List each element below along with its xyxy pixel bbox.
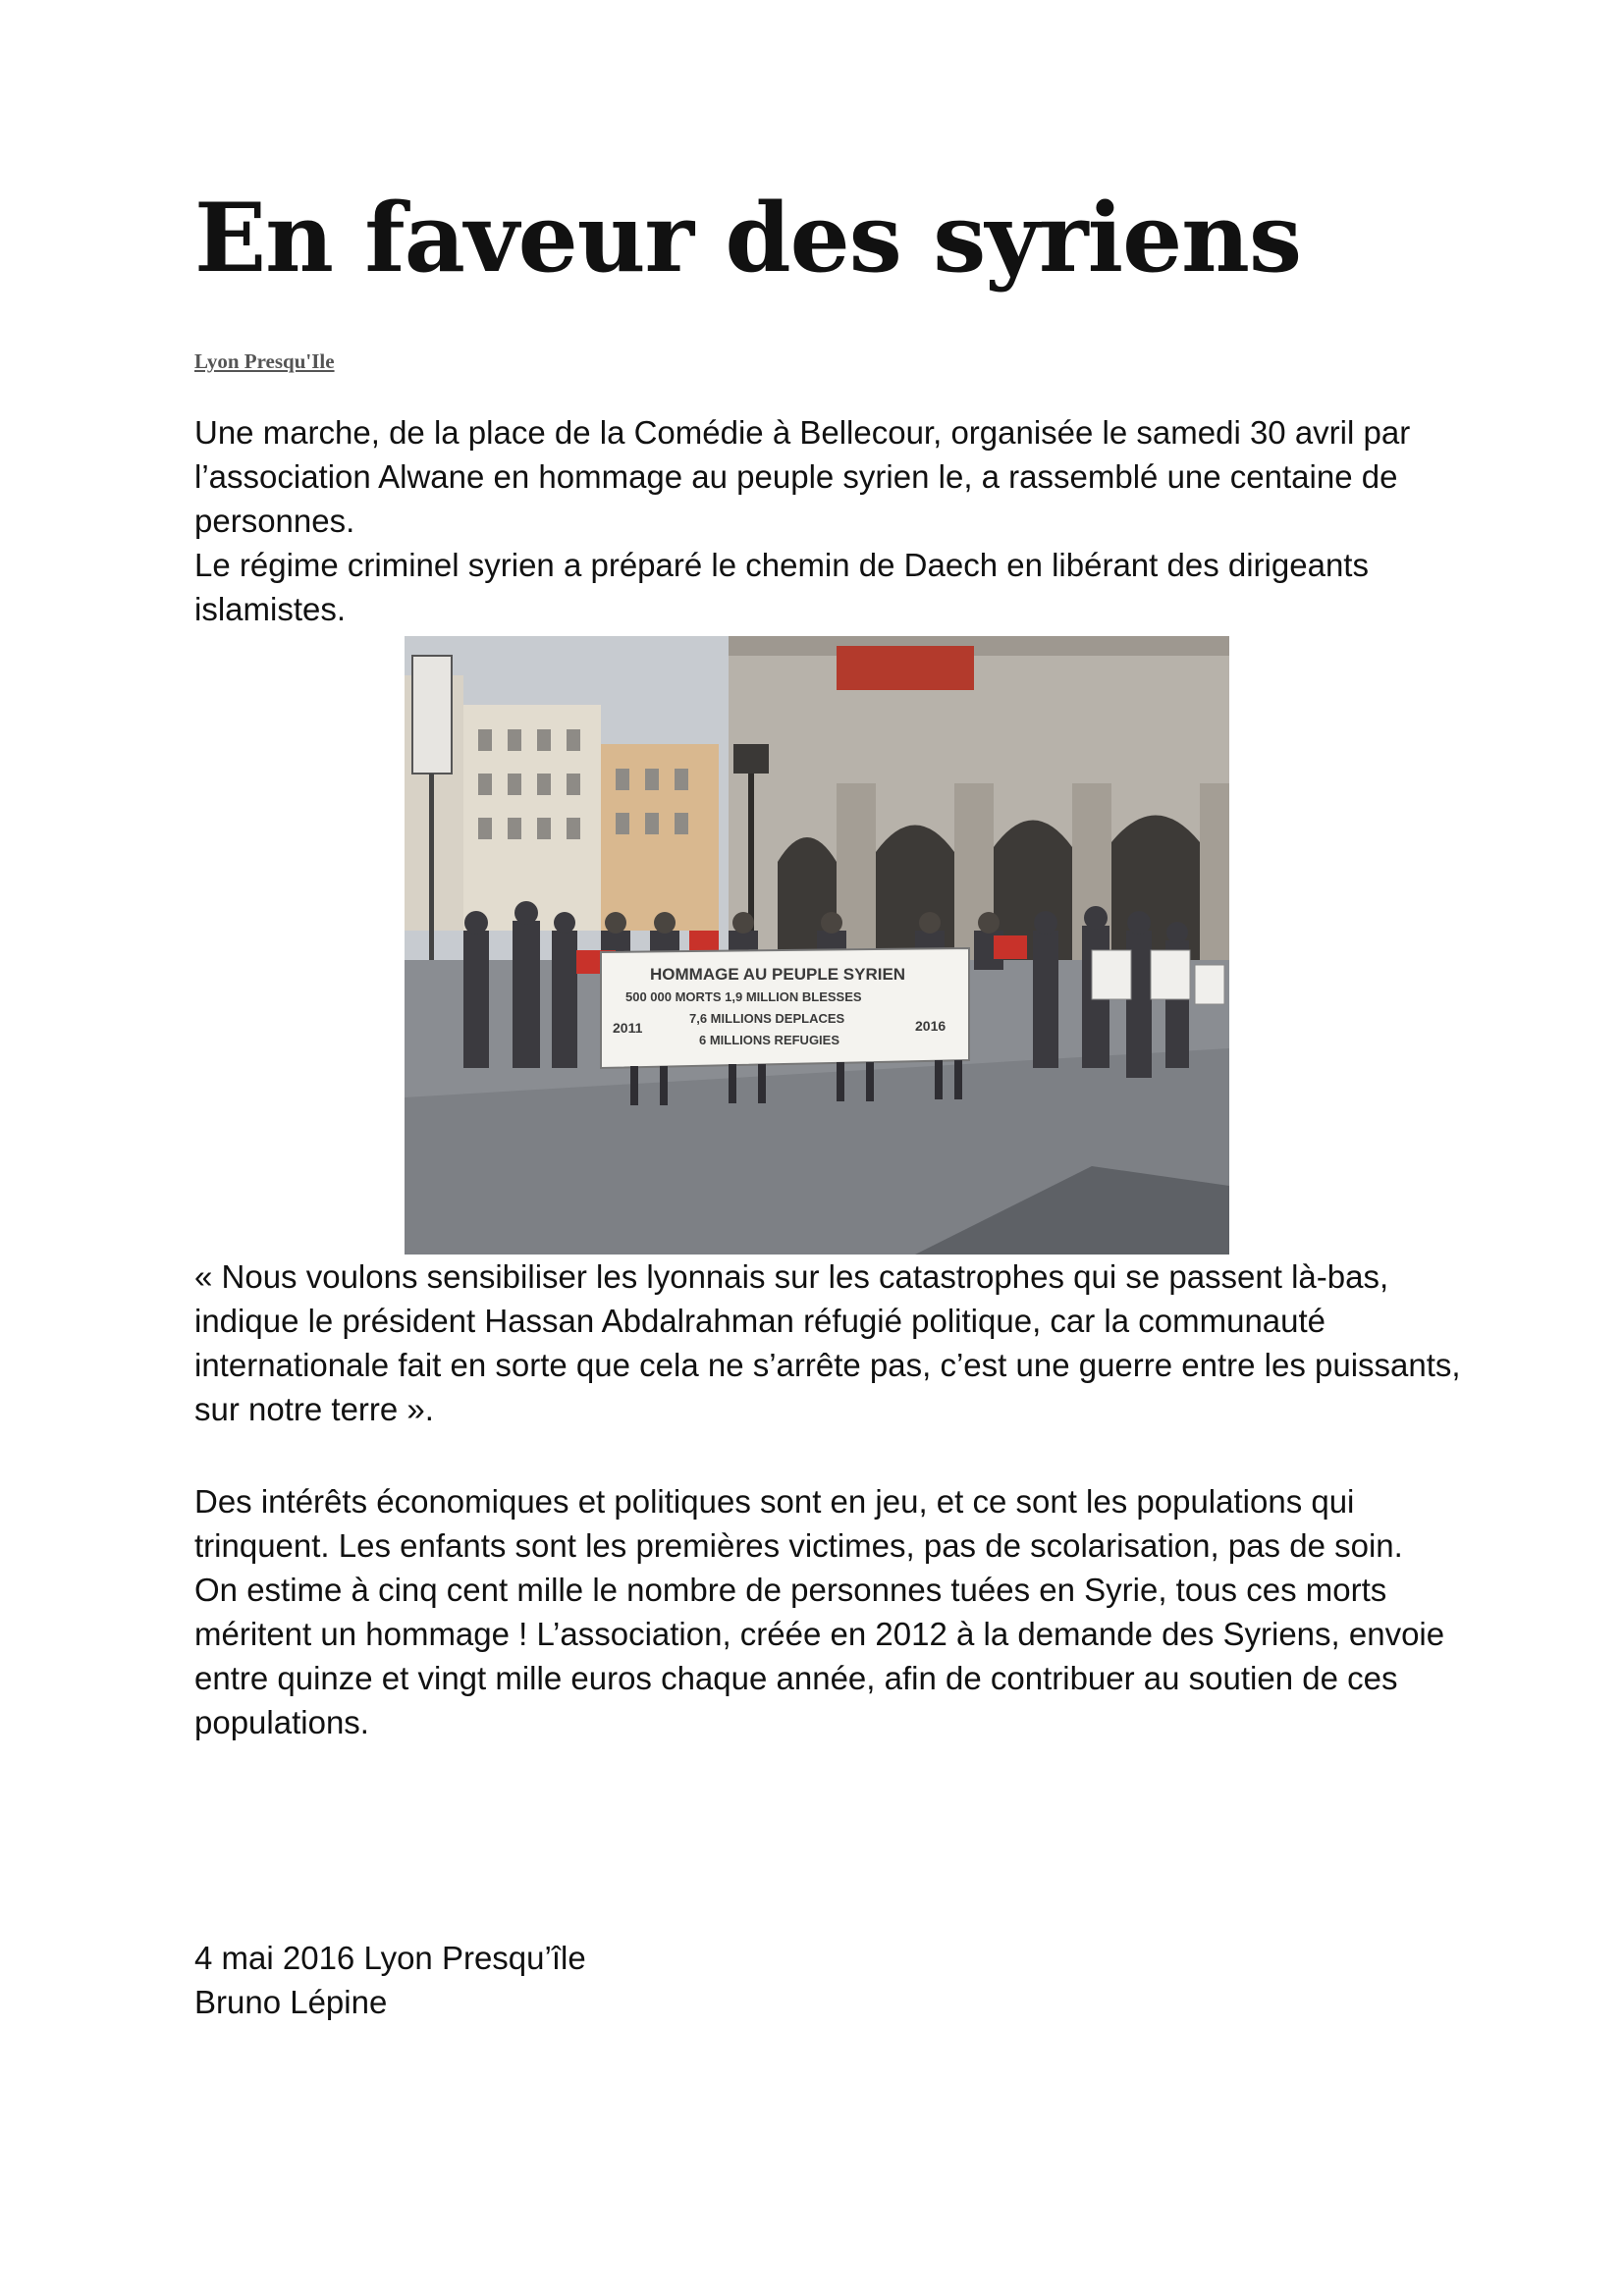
- banner-line-2: 500 000 MORTS 1,9 MILLION BLESSES: [625, 989, 862, 1004]
- banner-year-start: 2011: [613, 1020, 643, 1036]
- banner-year-end: 2016: [915, 1018, 947, 1034]
- source-link[interactable]: Lyon Presqu'Ile: [194, 349, 335, 373]
- banner-line-1: HOMMAGE AU PEUPLE SYRIEN: [650, 965, 906, 984]
- protest-photo-illustration: [405, 636, 1229, 1255]
- quote-section: [194, 1255, 1471, 1431]
- article-title: En faveur des syriens: [194, 183, 1302, 294]
- author-name: Bruno Lépine: [194, 1984, 388, 2020]
- intro-paragraph-2: Le régime criminel syrien a préparé le chemin de Daech en libérant des dirigeants islamistes.: [194, 547, 1369, 627]
- banner-line-4: 6 MILLIONS REFUGIES: [699, 1033, 840, 1047]
- article-photo: [405, 636, 1229, 1255]
- signature-block: [194, 1936, 1471, 2024]
- date-line: 4 mai 2016 Lyon Presqu’île: [194, 1940, 586, 1976]
- closing-paragraph-2: On estime à cinq cent mille le nombre de personnes tuées en Syrie, tous ces morts méritent un hommage ! L’association, créée en 2012 à la demande des Syriens, envoie entre quinze et vingt mille euros chaque année, afin de contribuer au soutien de ces populations.: [194, 1572, 1445, 1740]
- closing-paragraph-1: Des intérêts économiques et politiques sont en jeu, et ce sont les populations qui trinquent. Les enfants sont les premières victimes, pas de scolarisation, pas de soin.: [194, 1483, 1403, 1564]
- intro-paragraph-1: Une marche, de la place de la Comédie à Bellecour, organisée le samedi 30 avril par l’association Alwane en hommage au peuple syrien le, a rassemblé une centaine de personnes.: [194, 414, 1411, 539]
- quote-paragraph: « Nous voulons sensibiliser les lyonnais sur les catastrophes qui se passent là-bas, indique le président Hassan Abdalrahman réfugié politique, car la communauté internationale fait en sorte que cela ne s’arrête pas, c’est une guerre entre les puissants, sur notre terre ».: [194, 1258, 1461, 1427]
- banner-line-3: 7,6 MILLIONS DEPLACES: [689, 1011, 845, 1026]
- intro-section: [194, 410, 1471, 631]
- closing-section: [194, 1479, 1471, 1744]
